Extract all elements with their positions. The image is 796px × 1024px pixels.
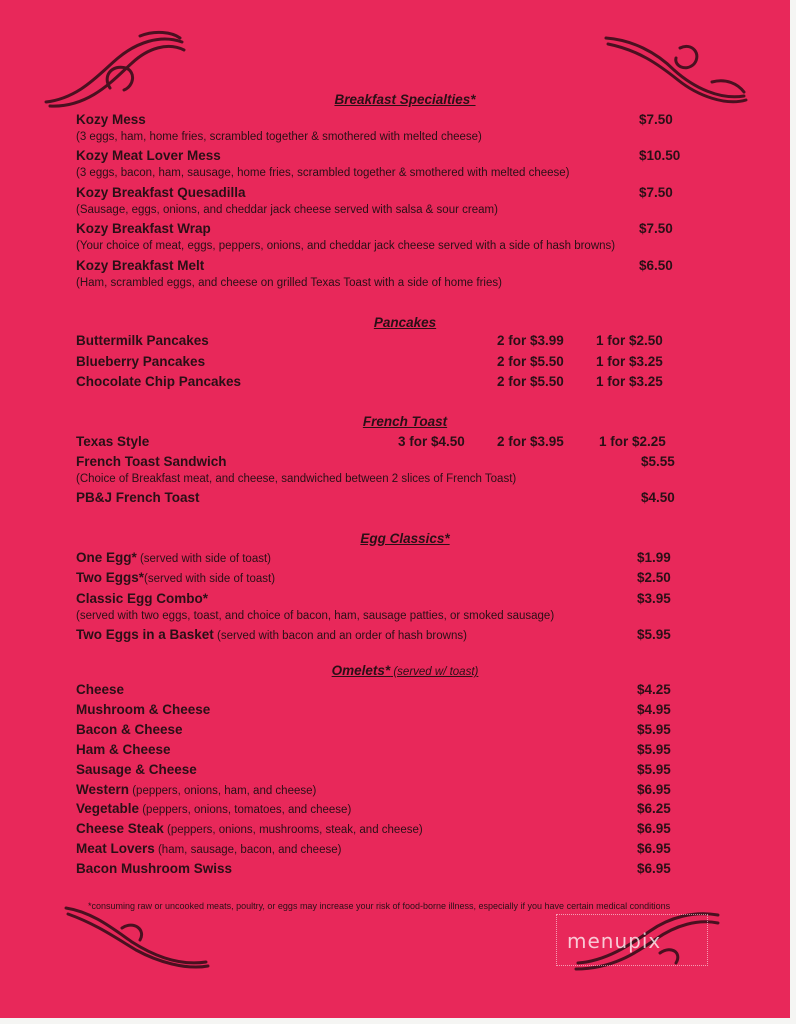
- item-name: PB&J French Toast: [76, 490, 200, 505]
- menu-item: [76, 801, 716, 819]
- watermark-text: menupix: [567, 929, 662, 953]
- menu-item: [76, 374, 716, 392]
- item-price: $6.95: [637, 841, 671, 857]
- item-price: $4.95: [637, 701, 671, 717]
- footer-note: *consuming raw or uncooked meats, poultry, or eggs may increase your risk of food-borne illness, especially if you have certain medical conditions: [88, 901, 671, 911]
- item-name: Kozy Breakfast Melt: [76, 258, 205, 273]
- item-name: [76, 570, 275, 585]
- item-name-text: Bacon Mushroom Swiss: [76, 861, 233, 877]
- item-description: (3 eggs, bacon, ham, sausage, home fries, scrambled together & smothered with melted cheese): [76, 167, 570, 179]
- item-description: (3 eggs, ham, home fries, scrambled together & smothered with melted cheese): [76, 131, 482, 143]
- item-name: [76, 841, 341, 856]
- item-price: $5.55: [641, 454, 675, 469]
- menu-item: [76, 454, 716, 472]
- item-name-text: Western: [76, 781, 130, 797]
- menu-item: [76, 148, 716, 166]
- menu-item: [76, 702, 716, 720]
- menu-item: [76, 258, 716, 276]
- item-inline-description: (peppers, onions, mushrooms, steak, and cheese): [163, 824, 423, 837]
- item-price: $7.50: [639, 112, 673, 127]
- menu-item: [76, 333, 716, 351]
- menu-item: [76, 782, 716, 800]
- item-inline-description: (served with side of toast): [144, 573, 276, 585]
- item-price: $6.95: [637, 861, 671, 877]
- watermark-logo: [556, 914, 708, 966]
- item-name-text: Bacon & Cheese: [76, 721, 183, 737]
- item-name: [76, 742, 171, 757]
- menu-item: [76, 762, 716, 780]
- item-price: $6.50: [639, 258, 673, 273]
- item-price-two: 2 for $3.99: [497, 333, 564, 348]
- section-title-breakfast: Breakfast Specialties*: [334, 92, 476, 107]
- item-name: Kozy Meat Lover Mess: [76, 148, 221, 163]
- item-name: [76, 702, 210, 717]
- item-name: Classic Egg Combo*: [76, 591, 209, 606]
- item-price: $5.95: [637, 721, 671, 737]
- item-price-two: 2 for $5.50: [497, 374, 564, 389]
- item-price-three: 3 for $4.50: [398, 434, 465, 449]
- menu-item: [76, 861, 716, 879]
- item-name-text: Ham & Cheese: [76, 741, 171, 757]
- section-title-eggs: Egg Classics*: [360, 531, 450, 546]
- item-price: $6.95: [637, 781, 671, 797]
- item-price-one: 1 for $3.25: [596, 354, 663, 369]
- menu-item: [76, 570, 716, 588]
- item-name-text: Meat Lovers: [76, 841, 155, 857]
- item-price: $1.99: [637, 550, 671, 565]
- section-title-text: Omelets*: [331, 663, 391, 678]
- item-price-one: 1 for $3.25: [596, 374, 663, 389]
- section-title-omelets: [0, 663, 796, 678]
- item-description: (Your choice of meat, eggs, peppers, onions, and cheddar jack cheese served with a side of hash browns): [76, 240, 616, 252]
- item-name: French Toast Sandwich: [76, 454, 227, 469]
- item-name: [76, 801, 351, 816]
- item-price: $4.25: [637, 682, 671, 697]
- item-name: [76, 627, 467, 642]
- menu-item: [76, 627, 716, 645]
- item-inline-description: (served with bacon and an order of hash browns): [213, 630, 467, 642]
- item-name-text: Vegetable: [76, 801, 140, 817]
- menu-item: [76, 821, 716, 839]
- section-note: (served w/ toast): [390, 666, 479, 678]
- item-name-text: Mushroom & Cheese: [76, 701, 211, 717]
- item-name: Texas Style: [76, 434, 150, 449]
- item-price: $3.95: [637, 591, 671, 606]
- item-description: (served with two eggs, toast, and choice of bacon, ham, sausage patties, or smoked sausage): [76, 610, 555, 622]
- item-inline-description: (peppers, onions, ham, and cheese): [129, 784, 317, 797]
- menu-item: [76, 841, 716, 859]
- item-price-one: 1 for $2.25: [599, 434, 666, 449]
- item-price-one: 1 for $2.50: [596, 333, 663, 348]
- menu-item: [76, 112, 716, 130]
- item-name: [76, 762, 197, 777]
- item-name-text: Two Eggs*: [76, 570, 145, 585]
- item-name: Kozy Breakfast Wrap: [76, 221, 211, 236]
- item-price: $7.50: [639, 221, 673, 236]
- section-title-french-toast: French Toast: [362, 414, 448, 429]
- item-name-text: One Egg*: [76, 550, 137, 565]
- item-name: [76, 821, 423, 836]
- item-name: Blueberry Pancakes: [76, 354, 206, 369]
- section-title-pancakes: Pancakes: [373, 315, 437, 330]
- item-name: Chocolate Chip Pancakes: [76, 374, 242, 389]
- menu-item: [76, 742, 716, 760]
- item-price: $2.50: [637, 570, 671, 585]
- item-name: [76, 682, 124, 697]
- item-inline-description: (peppers, onions, tomatoes, and cheese): [139, 804, 352, 817]
- item-name: [76, 550, 271, 565]
- item-price: $5.95: [637, 741, 671, 757]
- item-name: Kozy Mess: [76, 112, 146, 127]
- menu-item: [76, 434, 716, 452]
- item-price: $5.95: [637, 627, 671, 642]
- item-price-two: 2 for $5.50: [497, 354, 564, 369]
- item-price: $7.50: [639, 185, 673, 200]
- menu-item: [76, 490, 716, 508]
- item-name-text: Cheese Steak: [76, 821, 164, 837]
- menu-item: [76, 591, 716, 609]
- menu-item: [76, 722, 716, 740]
- menu-item: [76, 682, 716, 700]
- item-price-two: 2 for $3.95: [497, 434, 564, 449]
- item-description: (Sausage, eggs, onions, and cheddar jack cheese served with salsa & sour cream): [76, 204, 498, 216]
- item-name-text: Sausage & Cheese: [76, 761, 197, 777]
- item-price: $10.50: [639, 148, 681, 163]
- item-name-text: Cheese: [76, 682, 125, 697]
- item-price: $5.95: [637, 761, 671, 777]
- item-price: $4.50: [641, 490, 675, 505]
- item-inline-description: (ham, sausage, bacon, and cheese): [154, 844, 342, 857]
- item-price: $6.95: [637, 821, 671, 837]
- item-description: (Ham, scrambled eggs, and cheese on grilled Texas Toast with a side of home fries): [76, 277, 502, 289]
- item-name: Buttermilk Pancakes: [76, 333, 209, 348]
- menu-item: [76, 550, 716, 568]
- item-name: [76, 782, 316, 797]
- item-inline-description: (served with side of toast): [136, 553, 271, 565]
- item-description: (Choice of Breakfast meat, and cheese, sandwiched between 2 slices of French Toast): [76, 473, 517, 485]
- menu-item: [76, 354, 716, 372]
- item-name-text: Two Eggs in a Basket: [76, 627, 214, 642]
- item-name: [76, 722, 183, 737]
- flourish-bottom-left-icon: [62, 902, 212, 972]
- menu-item: [76, 185, 716, 203]
- item-name: Kozy Breakfast Quesadilla: [76, 185, 246, 200]
- item-price: $6.25: [637, 801, 671, 817]
- menu-item: [76, 221, 716, 239]
- item-name: [76, 861, 232, 876]
